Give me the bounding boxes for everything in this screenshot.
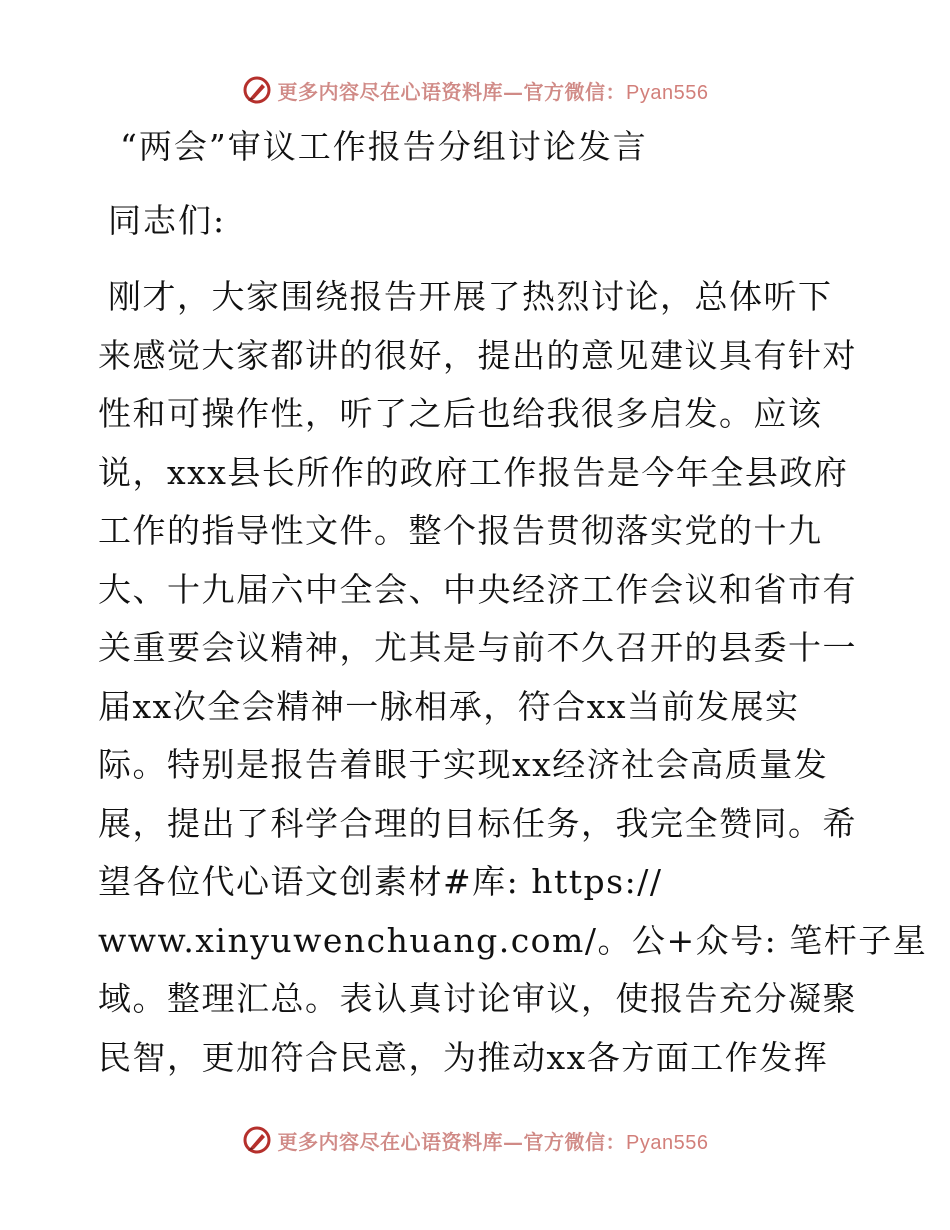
wechat-id: Pyan556	[626, 81, 709, 104]
body-line: www.xinyuwenchuang.com/。公+众号: 笔杆子星	[98, 920, 928, 960]
body-line: 届xx次全会精神一脉相承，符合xx当前发展实	[98, 686, 800, 726]
watermark-banner-top	[0, 70, 950, 110]
pen-nib-circle-logo-icon	[242, 75, 272, 105]
body-line: 展，提出了科学合理的目标任务，我完全赞同。希	[98, 803, 857, 843]
body-line: 大、十九届六中全会、中央经济工作会议和省市有	[98, 569, 857, 609]
body-line: 际。特别是报告着眼于实现xx经济社会高质量发	[98, 745, 829, 784]
watermark-banner-bottom	[0, 1120, 950, 1160]
pen-nib-circle-logo-icon	[242, 1125, 272, 1155]
body-line: 域。整理汇总。表认真讨论审议，使报告充分凝聚	[98, 979, 857, 1018]
body-line: 刚才，大家围绕报告开展了热烈讨论，总体听下	[108, 277, 833, 316]
body-line: 性和可操作性，听了之后也给我很多启发。应该	[98, 394, 823, 433]
body-line: 工作的指导性文件。整个报告贯彻落实党的十九	[98, 511, 823, 550]
watermark-text: 更多内容尽在心语资料库—官方微信：Pyan556	[277, 1129, 709, 1154]
body-line: 关重要会议精神，尤其是与前不久召开的县委十一	[98, 628, 857, 667]
body-line: 望各位代心语文创素材#库: https://	[98, 862, 663, 901]
body-line: 说，xxx县长所作的政府工作报告是今年全县政府	[98, 452, 849, 492]
body-text	[98, 268, 928, 1087]
watermark-text: 更多内容尽在心语资料库—官方微信：Pyan556	[277, 79, 709, 104]
body-line: 民智，更加符合民意，为推动xx各方面工作发挥	[98, 1037, 829, 1077]
body-line: 来感觉大家都讲的很好，提出的意见建议具有针对	[98, 335, 857, 375]
document-title: “两会”审议工作报告分组讨论发言	[120, 127, 648, 166]
wechat-id: Pyan556	[626, 1131, 709, 1154]
salutation: 同志们:	[108, 201, 227, 240]
